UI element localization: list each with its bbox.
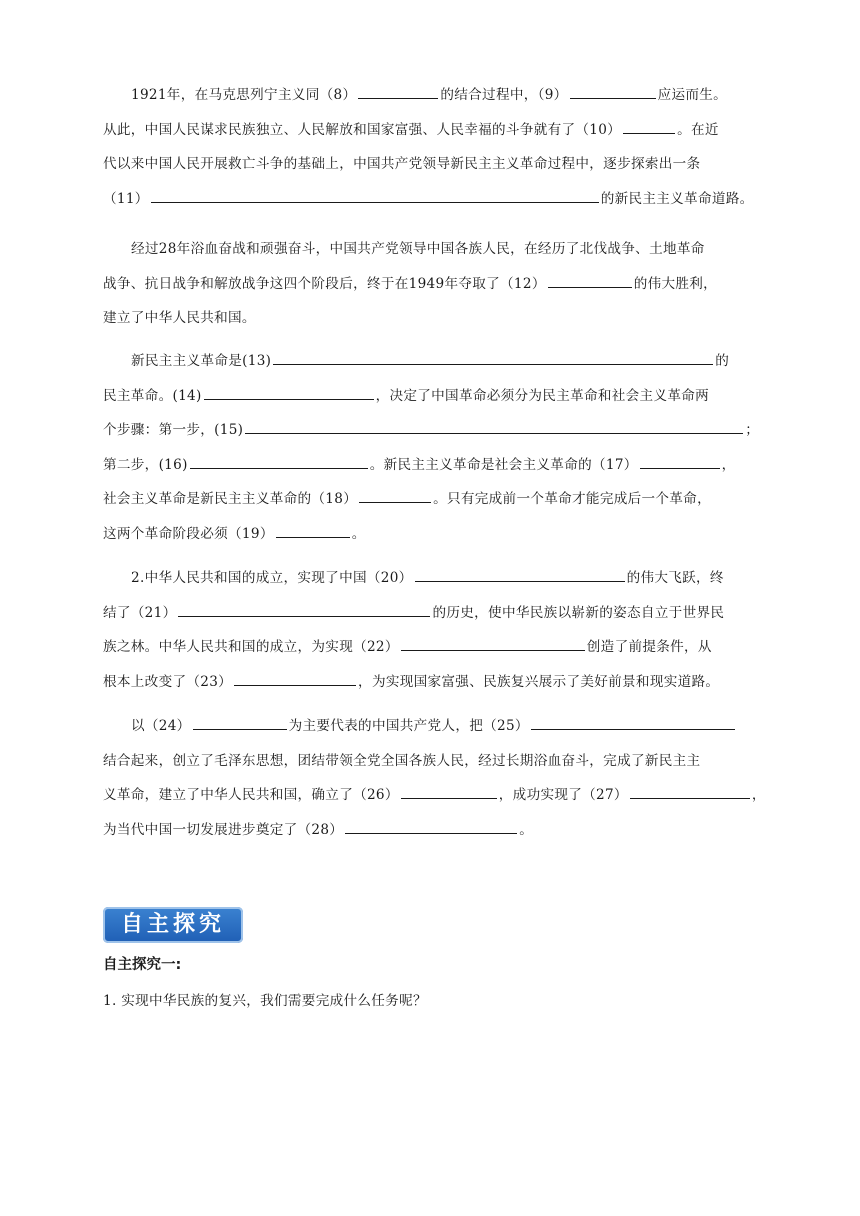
text: 。 bbox=[351, 525, 366, 542]
text: ，决定了中国革命必须分为民主革命和社会主义革命两 bbox=[375, 387, 710, 404]
text-line bbox=[103, 232, 758, 267]
paragraph-4 bbox=[103, 561, 758, 699]
text: 应运而生。 bbox=[657, 87, 728, 103]
text: ， bbox=[721, 456, 736, 473]
text: 这两个革命阶段必须（19） bbox=[103, 525, 274, 542]
blank-9[interactable] bbox=[570, 84, 656, 99]
text: 的历史，使中华民族以崭新的姿态自立于世界民 bbox=[432, 604, 725, 621]
blank-24[interactable] bbox=[193, 715, 287, 730]
blank-25[interactable] bbox=[531, 715, 735, 730]
text-line bbox=[103, 596, 758, 631]
blank-16[interactable] bbox=[190, 454, 368, 469]
text: 以（24） bbox=[131, 718, 191, 734]
text: 根本上改变了（23） bbox=[103, 673, 233, 690]
text: 的新民主主义革命道路。 bbox=[600, 190, 754, 207]
text: 的结合过程中，（9） bbox=[440, 87, 568, 103]
text-line: 代以来中国人民开展救亡斗争的基础上，中国共产党领导新民主主义革命过程中，逐步探索出一条 bbox=[103, 156, 701, 172]
text-line bbox=[103, 379, 758, 414]
blank-15[interactable] bbox=[245, 419, 743, 434]
blank-22[interactable] bbox=[401, 636, 585, 651]
text-line bbox=[103, 778, 766, 813]
blank-18[interactable] bbox=[359, 488, 431, 503]
blank-23[interactable] bbox=[234, 671, 356, 686]
blank-17b[interactable] bbox=[640, 454, 720, 469]
text: 。新民主主义革命是社会主义革命的（17） bbox=[369, 456, 638, 473]
text-line bbox=[103, 344, 758, 379]
blank-21[interactable] bbox=[178, 602, 430, 617]
text: 2.中华人民共和国的成立，实现了中国（20） bbox=[131, 570, 413, 586]
text-line bbox=[103, 709, 758, 744]
text: 1921年，在马克思列宁主义同（8） bbox=[131, 87, 357, 103]
text: 。 bbox=[519, 821, 534, 838]
text-line: 结合起来，创立了毛泽东思想，团结带领全党全国各族人民，经过长期浴血奋斗，完成了新民主主 bbox=[103, 752, 701, 769]
paragraph-5 bbox=[103, 709, 766, 847]
section-badge: 自主探究 bbox=[103, 907, 243, 943]
text-line bbox=[103, 517, 758, 552]
text: ， bbox=[751, 787, 766, 803]
text: 族之林。中华人民共和国的成立，为实现（22） bbox=[103, 639, 399, 655]
text: 民主革命。(14) bbox=[103, 387, 202, 404]
text-line bbox=[103, 182, 758, 217]
text-line bbox=[103, 267, 758, 302]
paragraph-1 bbox=[103, 78, 758, 216]
text: 第二步，(16) bbox=[103, 456, 188, 473]
text: ，为实现国家富强、民族复兴展示了美好前景和现实道路。 bbox=[358, 673, 720, 690]
text-line bbox=[103, 113, 758, 148]
blank-10[interactable] bbox=[623, 119, 675, 134]
text: （11） bbox=[103, 190, 149, 207]
text-line bbox=[103, 665, 758, 700]
text-line bbox=[103, 78, 758, 113]
text-line bbox=[103, 561, 758, 596]
text-line bbox=[103, 448, 758, 483]
text: 创造了前提条件，从 bbox=[586, 639, 712, 655]
text: 。只有完成前一个革命才能完成后一个革命， bbox=[433, 491, 711, 507]
text: 社会主义革命是新民主主义革命的（18） bbox=[103, 491, 358, 507]
blank-27[interactable] bbox=[630, 784, 750, 799]
text: 义革命，建立了中华人民共和国，确立了（26） bbox=[103, 787, 399, 803]
text: 战争、抗日战争和解放战争这四个阶段后，终于在1949年夺取了（12） bbox=[103, 275, 546, 292]
text-line bbox=[103, 630, 758, 665]
text: 新民主主义革命是(13) bbox=[131, 353, 272, 369]
text: 为主要代表的中国共产党人，把（25） bbox=[288, 718, 529, 734]
text-line: 建立了中华人民共和国。 bbox=[103, 310, 256, 326]
paragraph-3-line-4 bbox=[103, 448, 758, 483]
question-1: 1. 实现中华民族的复兴，我们需要完成什么任务呢？ bbox=[103, 993, 427, 1009]
text: 的伟大飞跃，终 bbox=[626, 570, 724, 586]
text: ； bbox=[745, 422, 760, 438]
blank-26[interactable] bbox=[401, 784, 497, 799]
blank-28[interactable] bbox=[345, 819, 517, 834]
text: ，成功实现了（27） bbox=[498, 787, 628, 803]
text-line bbox=[103, 813, 758, 848]
blank-14[interactable] bbox=[204, 385, 374, 400]
blank-20[interactable] bbox=[415, 567, 625, 582]
blank-11[interactable] bbox=[151, 188, 599, 203]
blank-12[interactable] bbox=[548, 273, 632, 288]
text: 个步骤：第一步，(15) bbox=[103, 422, 244, 438]
blank-19[interactable] bbox=[276, 523, 350, 538]
text: 从此，中国人民谋求民族独立、人民解放和国家富强、人民幸福的斗争就有了（10） bbox=[103, 121, 622, 138]
text-line bbox=[103, 413, 758, 448]
text: 。在近 bbox=[677, 121, 719, 138]
blank-8[interactable] bbox=[358, 84, 438, 99]
paragraph-2 bbox=[103, 232, 758, 336]
sub-heading: 自主探究一: bbox=[103, 957, 182, 973]
text: 经过28年浴血奋战和顽强奋斗，中国共产党领导中国各族人民，在经历了北伐战争、土地革命 bbox=[131, 241, 705, 257]
text: 的 bbox=[715, 353, 730, 369]
text-line bbox=[103, 482, 758, 517]
text: 的伟大胜利， bbox=[633, 275, 718, 292]
text: 为当代中国一切发展进步奠定了（28） bbox=[103, 821, 344, 838]
blank-13[interactable] bbox=[273, 350, 713, 365]
text: 结了（21） bbox=[103, 604, 177, 621]
